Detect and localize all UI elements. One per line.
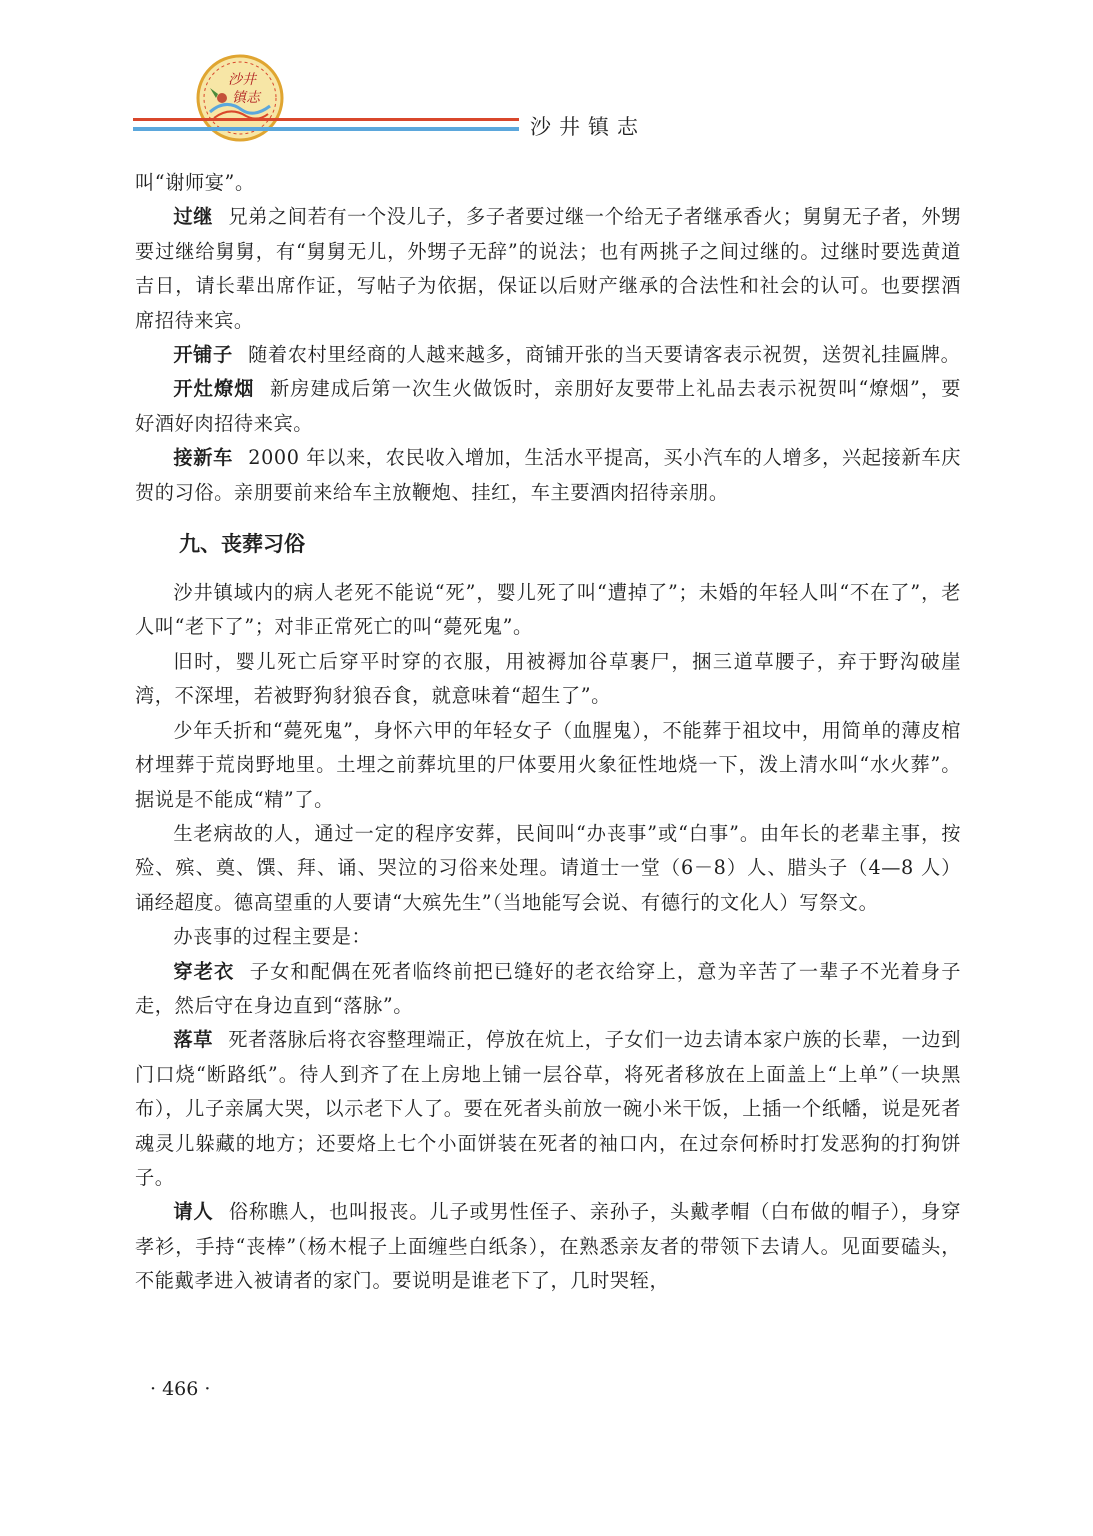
paragraph-term: 开铺子	[173, 343, 233, 367]
paragraph	[135, 1195, 961, 1298]
header-rule-red	[133, 118, 519, 121]
paragraph-text: 少年夭折和“薨死鬼”，身怀六甲的年轻女子（血腥鬼），不能葬于祖坟中，用简单的薄皮棺材埋葬于荒岗野地里。土埋之前葬坑里的尸体要用火象征性地烧一下，泼上清水叫“水火葬”。据说是不能成“精”了。	[135, 718, 961, 811]
paragraph-text: 俗称瞧人，也叫报丧。儿子或男性侄子、亲孙子，头戴孝帽（白布做的帽子），身穿孝衫，手持“丧棒”（杨木棍子上面缠些白纸条），在熟悉亲友者的带领下去请人。见面要磕头，不能戴孝进入被请者的家门。要说明是谁老下了，几时哭轾，	[135, 1200, 961, 1293]
paragraph	[135, 645, 961, 714]
paragraph-text: 办丧事的过程主要是：	[173, 925, 372, 949]
page-content	[135, 166, 961, 1299]
paragraph-term: 接新车	[173, 446, 233, 470]
paragraph-text: 2000 年以来，农民收入增加，生活水平提高，买小汽车的人增多，兴起接新车庆贺的习俗。亲朋要前来给车主放鞭炮、挂红，车主要酒肉招待亲朋。	[135, 446, 961, 504]
paragraph-text: 新房建成后第一次生火做饭时，亲朋好友要带上礼品去表示祝贺叫“燎烟”，要好酒好肉招待来宾。	[135, 377, 961, 435]
page-header	[0, 0, 1093, 150]
header-rule-blue	[133, 127, 519, 131]
header-rule	[133, 118, 519, 134]
paragraph	[135, 166, 961, 200]
paragraph-text: 兄弟之间若有一个没儿子，多子者要过继一个给无子者继承香火；舅舅无子者，外甥要过继给舅舅，有“舅舅无儿，外甥子无辞”的说法；也有两挑子之间过继的。过继时要选黄道吉日，请长辈出席作证，写帖子为依据，保证以后财产继承的合法性和社会的认可。也要摆酒席招待来宾。	[135, 205, 961, 332]
paragraph-text: 沙井镇域内的病人老死不能说“死”，婴儿死了叫“遭掉了”；未婚的年轻人叫“不在了”，老人叫“老下了”；对非正常死亡的叫“薨死鬼”。	[135, 581, 961, 639]
paragraph-text: 叫“谢师宴”。	[135, 171, 255, 194]
section-heading: 九、丧葬习俗	[179, 532, 305, 557]
page-number: · 466 ·	[150, 1378, 211, 1400]
emblem-text-top: 沙井	[228, 72, 256, 88]
paragraph-text: 随着农村里经商的人越来越多，商铺开张的当天要请客表示祝贺，送贺礼挂匾牌。	[248, 343, 961, 367]
paragraph-text: 死者落脉后将衣容整理端正，停放在炕上，子女们一边去请本家户族的长辈，一边到门口烧“断路纸”。待人到齐了在上房地上铺一层谷草，将死者移放在上面盖上“上单”（一块黑布），儿子亲属大哭，以示老下人了。要在死者头前放一碗小米干饭，上插一个纸幡，说是死者魂灵儿躲藏的地方；还要烙上七个小面饼装在死者的袖口内，在过奈何桥时打发恶狗的打狗饼子。	[135, 1028, 961, 1189]
header-title: 沙井镇志	[530, 115, 646, 139]
paragraph-text: 旧时，婴儿死亡后穿平时穿的衣服，用被褥加谷草裹尸，捆三道草腰子，弃于野沟破崖湾，不深埋，若被野狗豺狼吞食，就意味着“超生了”。	[135, 649, 961, 708]
paragraph	[135, 441, 961, 510]
paragraph-text: 生老病故的人，通过一定的程序安葬，民间叫“办丧事”或“白事”。由年长的老辈主事，按殓、殡、奠、馔、拜、诵、哭泣的习俗来处理。请道士一堂（6－8）人、腊头子（4—8 人）诵经超度。德高望重的人要请“大殡先生”（当地能写会说、有德行的文化人）写祭文。	[135, 821, 961, 914]
paragraph-term: 穿老衣	[173, 959, 235, 983]
paragraph	[135, 955, 961, 1024]
paragraph	[135, 920, 961, 954]
paragraph	[135, 338, 961, 372]
paragraph-term: 过继	[173, 205, 213, 229]
paragraph-text: 子女和配偶在死者临终前把已缝好的老衣给穿上，意为辛苦了一辈子不光着身子走，然后守在身边直到“落脉”。	[135, 959, 961, 1017]
paragraph	[135, 817, 961, 920]
paragraph	[135, 576, 961, 645]
paragraph-term: 落草	[173, 1028, 213, 1052]
paragraphs-before	[135, 166, 961, 510]
paragraph-term: 开灶燎烟	[173, 377, 255, 401]
paragraph	[135, 200, 961, 338]
emblem-text-bottom: 镇志	[232, 90, 260, 106]
paragraph	[135, 714, 961, 817]
paragraph	[135, 1023, 961, 1195]
paragraph-term: 请人	[173, 1200, 214, 1224]
paragraph	[135, 372, 961, 441]
paragraphs-after	[135, 576, 961, 1299]
